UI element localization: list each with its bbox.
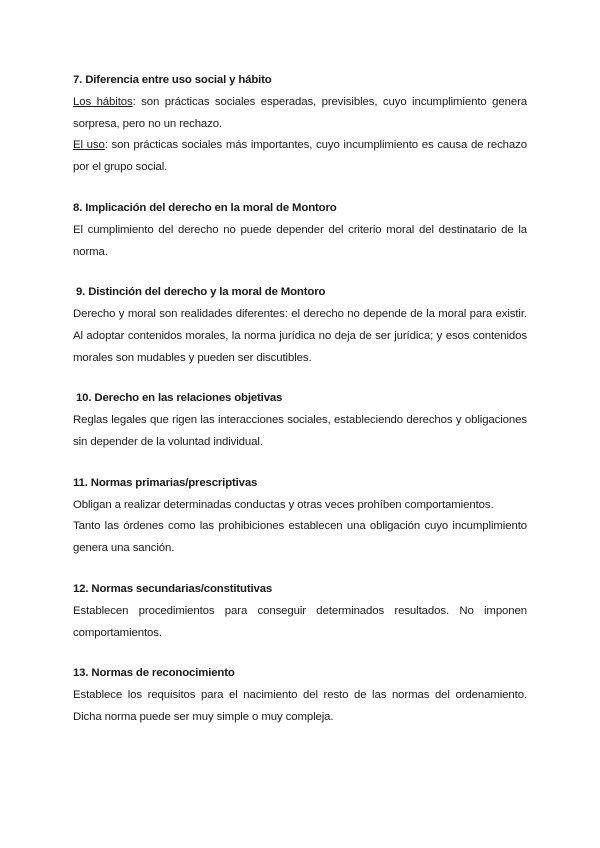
section-paragraph [73, 135, 527, 178]
section-11 [73, 475, 527, 560]
section-paragraph: El cumplimiento del derecho no puede depender del criterio moral del destinatario de la norma. [73, 223, 527, 258]
section-13 [73, 665, 527, 728]
section-heading: 11. Normas primarias/prescriptivas [73, 476, 258, 489]
section-heading: 8. Implicación del derecho en la moral de Montoro [73, 201, 337, 214]
section-heading: 10. Derecho en las relaciones objetivas [76, 392, 283, 405]
section-paragraph: Establece los requisitos para el nacimiento del resto de las normas del ordenamiento. Dicha norma puede ser muy simple o muy compleja. [73, 689, 527, 723]
section-12 [73, 581, 527, 644]
section-paragraph [73, 92, 527, 135]
section-7 [73, 72, 527, 179]
section-paragraph: Tanto las órdenes como las prohibiciones establecen una obligación cuyo incumplimiento genera una sanción. [73, 520, 527, 555]
section-paragraph: Derecho y moral son realidades diferentes: el derecho no depende de la moral para existir. Al adoptar contenidos morales, la norma jurídica no deja de ser jurídica; y esos contenidos morales son mudables y pueden ser discutibles. [73, 308, 527, 364]
section-paragraph: Establecen procedimientos para conseguir determinados resultados. No imponen comportamientos. [73, 604, 527, 639]
section-paragraph: Reglas legales que rigen las interacciones sociales, estableciendo derechos y obligaciones sin depender de la voluntad individual. [73, 414, 527, 449]
section-heading: 9. Distinción del derecho y la moral de Montoro [76, 286, 326, 299]
section-8 [73, 200, 527, 263]
section-heading: 12. Normas secundarias/constitutivas [73, 582, 273, 595]
section-heading: 7. Diferencia entre uso social y hábito [73, 74, 272, 86]
paragraph-text: : son prácticas sociales más importantes, cuyo incumplimiento es causa de rechazo por el grupo social. [73, 139, 527, 174]
section-paragraph: Obligan a realizar determinadas conductas y otras veces prohíben comportamientos. [73, 498, 494, 511]
term-habitos: Los hábitos [73, 96, 133, 108]
document-body [73, 72, 527, 750]
section-heading: 13. Normas de reconocimiento [73, 667, 235, 680]
paragraph-text: : son prácticas sociales esperadas, previsibles, cuyo incumplimiento genera sorpresa, pero no un rechazo. [73, 96, 527, 130]
section-9 [73, 284, 527, 369]
term-uso: El uso [73, 139, 105, 152]
section-10 [73, 390, 527, 453]
